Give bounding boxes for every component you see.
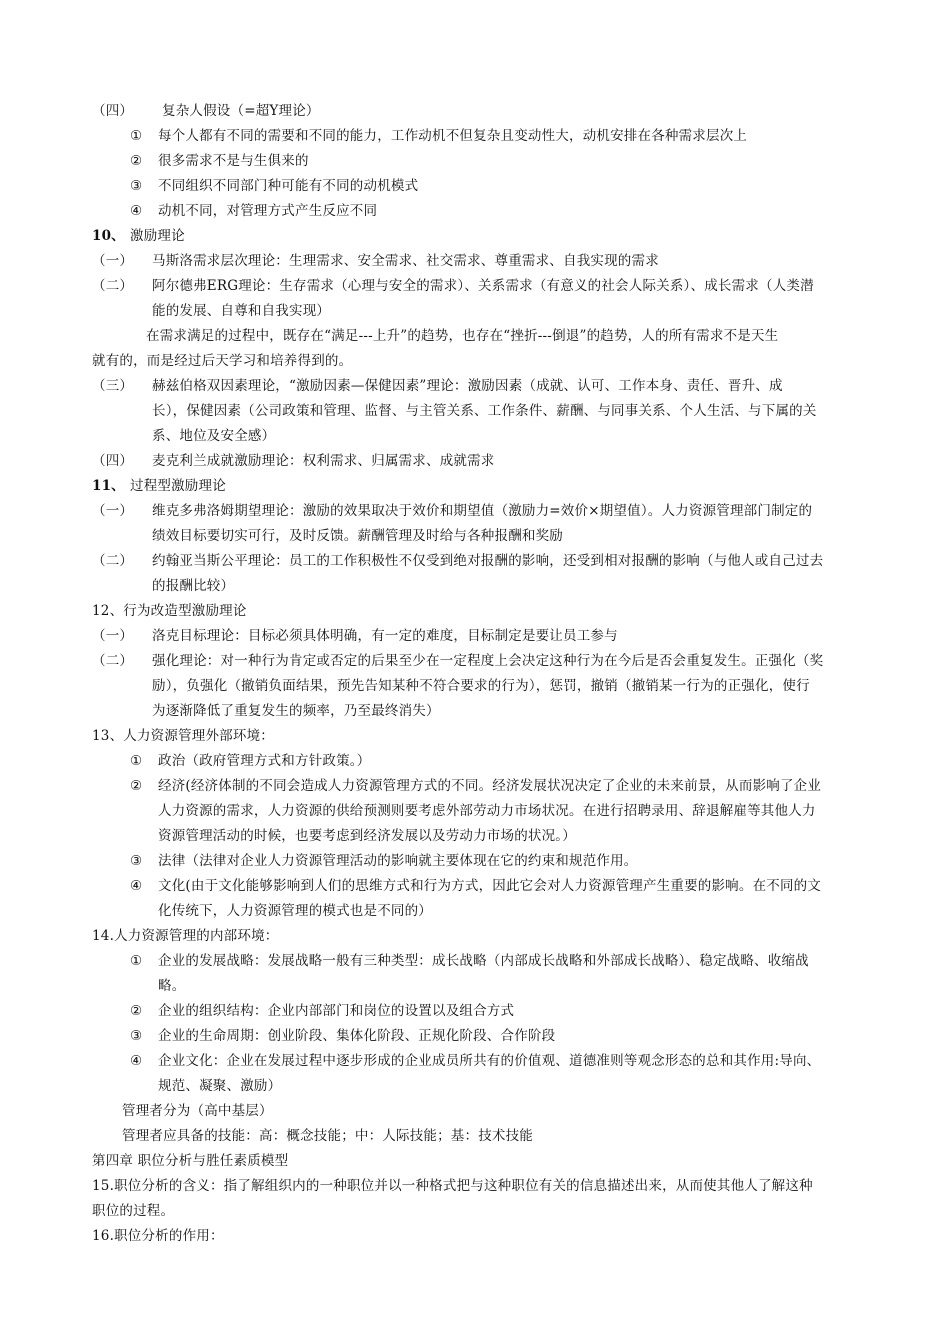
list-item-text: 政治（政府管理方式和方针政策。） bbox=[158, 753, 371, 769]
circled-number: ④ bbox=[130, 203, 143, 219]
list-item-text: 规范、凝聚、激励） bbox=[158, 1078, 282, 1094]
list-item-text: 企业的发展战略：发展战略一般有三种类型：成长战略（内部成长战略和外部成长战略）、稳定战略、收缩战 bbox=[158, 953, 809, 969]
list-item-text: 资源管理活动的时候，也要考虑到经济发展以及劳动力市场的状况。） bbox=[158, 828, 576, 844]
section-13-heading: 13、人力资源管理外部环境： bbox=[92, 728, 274, 744]
paragraph-text: 能的发展、自尊和自我实现） bbox=[152, 303, 331, 319]
heading-text: 过程型激励理论 bbox=[130, 478, 226, 494]
paragraph-text: 维克多弗洛姆期望理论：激励的效果取决于效价和期望值（激励力=效价×期望值）。人力资源管理部门制定的 bbox=[152, 503, 813, 519]
paragraph-text: 系、地位及安全感） bbox=[152, 428, 276, 444]
list-item-text: 企业的生命周期：创业阶段、集体化阶段、正规化阶段、合作阶段 bbox=[158, 1028, 556, 1044]
paragraph-text: 绩效目标要切实可行，及时反馈。薪酬管理及时给与各种报酬和奖励 bbox=[152, 528, 563, 544]
note-text: 管理者应具备的技能：高：概念技能；中：人际技能；基：技术技能 bbox=[122, 1128, 533, 1144]
paragraph-marker: （一） bbox=[92, 628, 134, 644]
heading-number: 11、 bbox=[92, 478, 125, 494]
paragraph-text: 赫兹伯格双因素理论，“激励因素—保健因素”理论：激励因素（成就、认可、工作本身、责任、晋升、成 bbox=[152, 378, 783, 394]
list-item-text: 经济(经济体制的不同会造成人力资源管理方式的不同。经济发展状况决定了企业的未来前景，从而影响了企业 bbox=[158, 778, 822, 794]
section-16-heading: 16.职位分析的作用： bbox=[92, 1228, 224, 1244]
list-item-text: 企业的组织结构：企业内部部门和岗位的设置以及组合方式 bbox=[158, 1003, 515, 1019]
paragraph-text: 在需求满足的过程中，既存在“满足---上升”的趋势，也存在“挫折---倒退”的趋势，人的所有需求不是天生 bbox=[146, 328, 779, 344]
chapter-title: 第四章 职位分析与胜任素质模型 bbox=[92, 1153, 289, 1169]
list-item-marker: ② bbox=[130, 778, 143, 794]
title-text: 复杂人假设（=超Y理论） bbox=[162, 103, 320, 119]
circled-number: ③ bbox=[130, 178, 143, 194]
paragraph-text: 为逐渐降低了重复发生的频率，乃至最终消失） bbox=[152, 703, 440, 719]
list-item-marker: ③ bbox=[130, 853, 143, 869]
paragraph-text: 洛克目标理论：目标必须具体明确，有一定的难度，目标制定是要让员工参与 bbox=[152, 628, 618, 644]
list-item-text: 略。 bbox=[158, 978, 186, 994]
list-item-text: 每个人都有不同的需要和不同的能力，工作动机不但复杂且变动性大，动机安排在各种需求层次上 bbox=[158, 128, 748, 144]
list-item bbox=[130, 152, 309, 170]
paragraph-marker: （三） bbox=[92, 378, 134, 394]
list-item-marker: ③ bbox=[130, 1028, 143, 1044]
note-text: 管理者分为（高中基层） bbox=[122, 1103, 273, 1119]
heading-number: 10、 bbox=[92, 228, 125, 244]
paragraph-text: 长），保健因素（公司政策和管理、监督、与主管关系、工作条件、薪酬、与同事关系、个人生活、与下属的关 bbox=[152, 403, 817, 419]
list-item-text: 人力资源的需求，人力资源的供给预测则要考虑外部劳动力市场状况。在进行招聘录用、辞退解雇等其他人力 bbox=[158, 803, 816, 819]
list-item-marker: ④ bbox=[130, 878, 143, 894]
paragraph-text: 15.职位分析的含义：指了解组织内的一种职位并以一种格式把与这种职位有关的信息描述出来，从而使其他人了解这种 bbox=[92, 1178, 813, 1194]
paragraph-marker: （一） bbox=[92, 503, 134, 519]
paragraph-marker: （四） bbox=[92, 453, 134, 469]
list-item-text: 动机不同，对管理方式产生反应不同 bbox=[158, 203, 378, 219]
list-item-marker: ① bbox=[130, 753, 143, 769]
paragraph-text: 职位的过程。 bbox=[92, 1203, 175, 1219]
paragraph-text: 约翰亚当斯公平理论：员工的工作积极性不仅受到绝对报酬的影响，还受到相对报酬的影响（与他人或自己过去 bbox=[152, 553, 824, 569]
list-item-text: 很多需求不是与生俱来的 bbox=[158, 153, 309, 169]
list-item-marker: ④ bbox=[130, 1053, 143, 1069]
section-14-heading: 14.人力资源管理的内部环境： bbox=[92, 928, 279, 944]
list-item-text: 不同组织不同部门种可能有不同的动机模式 bbox=[158, 178, 419, 194]
list-item-marker: ① bbox=[130, 953, 143, 969]
list-item-marker: ② bbox=[130, 1003, 143, 1019]
list-item-text: 企业文化：企业在发展过程中逐步形成的企业成员所共有的价值观、道德准则等观念形态的总和其作用:导向、 bbox=[158, 1053, 821, 1069]
paragraph-text: 麦克利兰成就激励理论：权利需求、归属需求、成就需求 bbox=[152, 453, 495, 469]
circled-number: ① bbox=[130, 128, 143, 144]
paragraph-marker: （二） bbox=[92, 553, 134, 569]
paragraph-text: 就有的，而是经过后天学习和培养得到的。 bbox=[92, 353, 353, 369]
paragraph-marker: （二） bbox=[92, 653, 134, 669]
paragraph-text: 的报酬比较） bbox=[152, 578, 235, 594]
paragraph-text: 励），负强化（撤销负面结果，预先告知某种不符合要求的行为），惩罚，撤销（撤销某一行为的正强化，使行 bbox=[152, 678, 810, 694]
list-item bbox=[130, 127, 747, 145]
paragraph-text: 马斯洛需求层次理论：生理需求、安全需求、社交需求、尊重需求、自我实现的需求 bbox=[152, 253, 659, 269]
list-item-text: 文化(由于文化能够影响到人们的思维方式和行为方式，因此它会对人力资源管理产生重要的影响。在不同的文 bbox=[158, 878, 822, 894]
list-item bbox=[130, 202, 377, 220]
section-10-heading bbox=[92, 227, 185, 245]
paragraph-text: 强化理论：对一种行为肯定或否定的后果至少在一定程度上会决定这种行为在今后是否会重复发生。正强化（奖 bbox=[152, 653, 824, 669]
section-4-title bbox=[92, 102, 320, 120]
list-item-text: 法律（法律对企业人力资源管理活动的影响就主要体现在它的约束和规范作用。 bbox=[158, 853, 638, 869]
paragraph-text: 阿尔德弗ERG理论：生存需求（心理与安全的需求）、关系需求（有意义的社会人际关系）、成长需求（人类潜 bbox=[152, 278, 814, 294]
list-item bbox=[130, 177, 418, 195]
circled-number: ② bbox=[130, 153, 143, 169]
paragraph-marker: （二） bbox=[92, 278, 134, 294]
section-11-heading bbox=[92, 477, 226, 495]
paragraph-marker: （一） bbox=[92, 253, 134, 269]
section-12-heading: 12、行为改造型激励理论 bbox=[92, 603, 247, 619]
heading-text: 激励理论 bbox=[130, 228, 185, 244]
paren-marker: （四） bbox=[92, 103, 134, 119]
list-item-text: 化传统下，人力资源管理的模式也是不同的） bbox=[158, 903, 432, 919]
